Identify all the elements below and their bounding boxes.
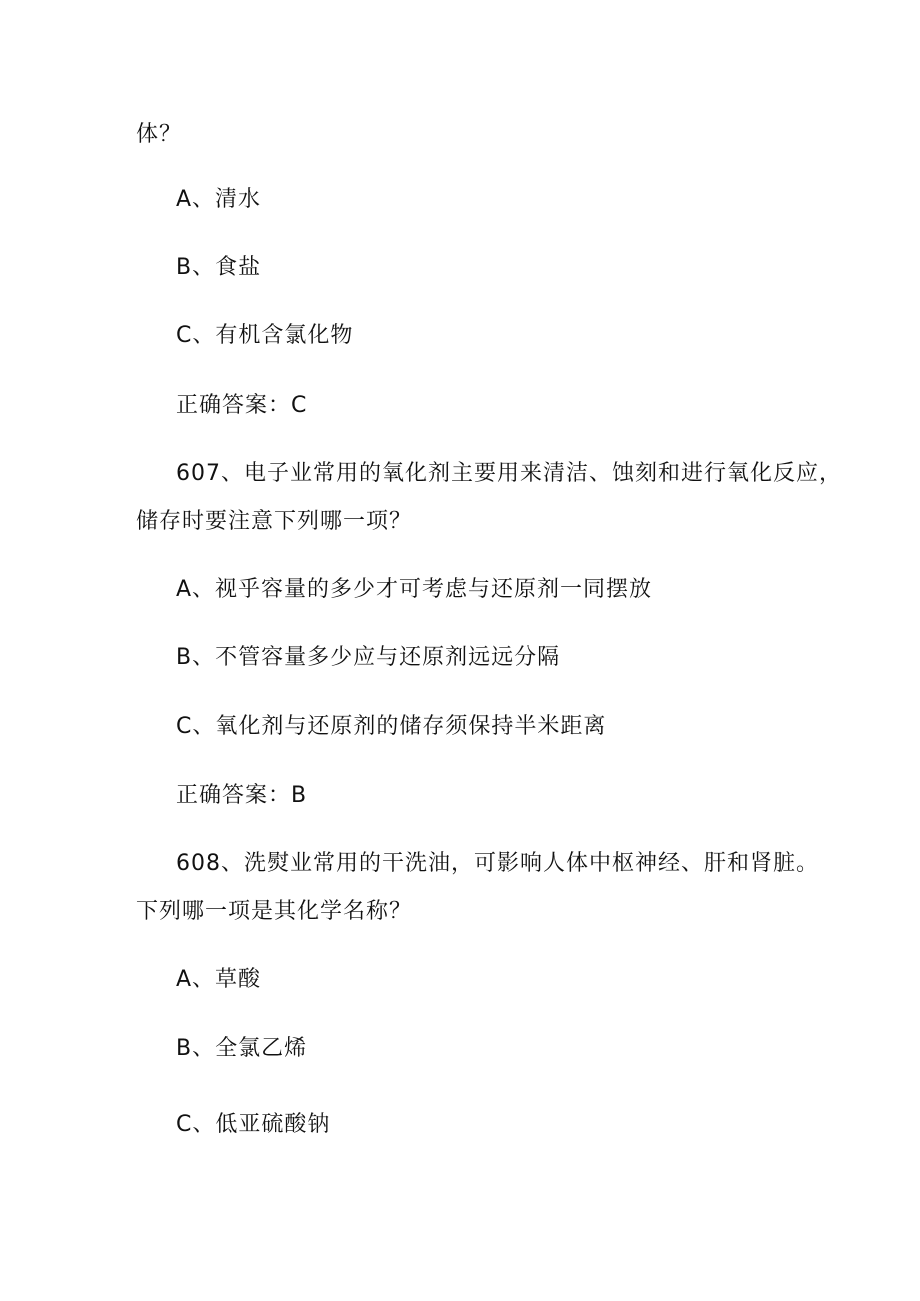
question-606-option-c: C、有机含氯化物: [176, 323, 354, 348]
question-607-answer: 正确答案：B: [176, 783, 308, 808]
question-607-text-line1: 607、电子业常用的氧化剂主要用来清洁、蚀刻和进行氧化反应，: [176, 461, 842, 486]
question-606-tail: 体？: [136, 122, 183, 147]
question-608-text-line1: 608、洗熨业常用的干洗油，可影响人体中枢神经、肝和肾脏。: [176, 851, 819, 876]
question-606-option-a: A、清水: [176, 187, 262, 212]
question-607-option-a: A、视乎容量的多少才可考虑与还原剂一同摆放: [176, 577, 653, 602]
question-606-option-b: B、食盐: [176, 255, 262, 280]
question-607-text-line2: 储存时要注意下列哪一项？: [136, 509, 413, 534]
question-608-text-line2: 下列哪一项是其化学名称？: [136, 899, 413, 924]
question-606-answer: 正确答案：C: [176, 393, 308, 418]
question-607-option-c: C、氧化剂与还原剂的储存须保持半米距离: [176, 714, 607, 739]
question-608-option-b: B、全氯乙烯: [176, 1036, 308, 1061]
question-608-option-a: A、草酸: [176, 967, 262, 992]
question-608-option-c: C、低亚硫酸钠: [176, 1112, 331, 1137]
question-607-option-b: B、不管容量多少应与还原剂远远分隔: [176, 645, 561, 670]
